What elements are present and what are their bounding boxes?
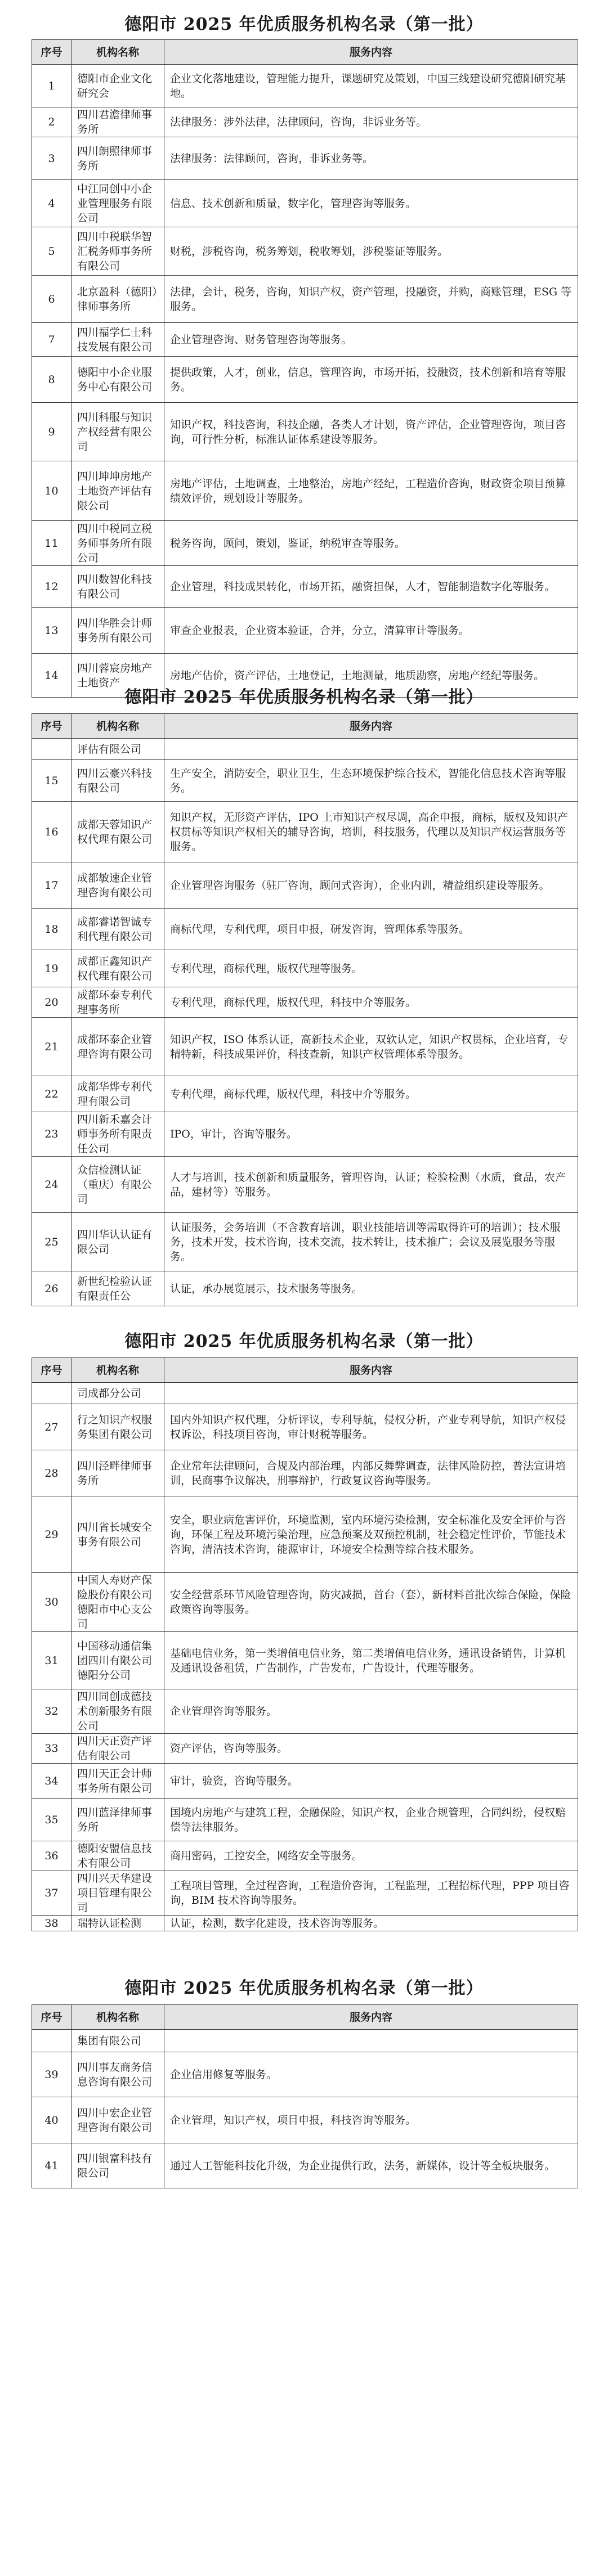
row-org-name: 四川事友商务信息咨询有限公司 xyxy=(71,2052,164,2097)
table-row xyxy=(32,739,578,760)
row-org-name: 四川兴天华建设项目管理有限公司 xyxy=(71,1871,164,1916)
table-row xyxy=(32,2052,578,2097)
table-row xyxy=(32,1841,578,1871)
table-row xyxy=(32,1383,578,1404)
row-seq: 15 xyxy=(32,760,71,802)
table-row xyxy=(32,1157,578,1213)
row-seq: 39 xyxy=(32,2052,71,2097)
header-name: 机构名称 xyxy=(71,40,164,65)
row-org-name: 四川中宏企业管理咨询有限公司 xyxy=(71,2097,164,2143)
row-org-name: 成都天蓉知识产权代理有限公司 xyxy=(71,802,164,862)
row-seq: 29 xyxy=(32,1496,71,1573)
table-row xyxy=(32,276,578,323)
row-seq: 2 xyxy=(32,107,71,137)
row-service-content: 企业管理咨询等服务。 xyxy=(164,1689,578,1734)
row-org-name: 四川福学仁士科技发展有限公司 xyxy=(71,323,164,357)
row-org-name: 四川数智化科技有限公司 xyxy=(71,566,164,608)
header-content: 服务内容 xyxy=(164,714,578,739)
row-seq: 17 xyxy=(32,862,71,909)
row-service-content: 审计，验资，咨询等服务。 xyxy=(164,1764,578,1799)
row-seq: 25 xyxy=(32,1213,71,1271)
table-row xyxy=(32,2097,578,2143)
row-seq: 9 xyxy=(32,403,71,461)
row-org-name: 四川中税联华智汇税务师事务所有限公司 xyxy=(71,227,164,276)
table-row xyxy=(32,950,578,987)
row-service-content: 认证服务，会务培训（不含教育培训，职业技能培训等需取得许可的培训）；技术服务，技术开发，技术咨询，技术交流，技术转让，技术推广；会议及展览服务等服务。 xyxy=(164,1213,578,1271)
table-row xyxy=(32,1764,578,1799)
row-seq: 40 xyxy=(32,2097,71,2143)
row-seq: 28 xyxy=(32,1450,71,1496)
row-seq: 30 xyxy=(32,1573,71,1632)
row-org-name: 德阳安盟信息技术有限公司 xyxy=(71,1841,164,1871)
row-service-content: 国内外知识产权代理，分析评议，专利导航，侵权分析，产业专利导航，知识产权侵权诉讼，科技项目咨询，审计财税等服务。 xyxy=(164,1404,578,1450)
table-row xyxy=(32,1734,578,1764)
row-seq xyxy=(32,739,71,760)
row-service-content: 房地产估价，资产评估，土地登记，土地测量，地质勘察，房地产经纪等服务。 xyxy=(164,654,578,698)
row-seq: 4 xyxy=(32,180,71,227)
row-seq: 19 xyxy=(32,950,71,987)
row-service-content: 企业管理，科技成果转化，市场开拓，融资担保，人才，智能制造数字化等服务。 xyxy=(164,566,578,608)
table-row xyxy=(32,1871,578,1916)
table-header-row xyxy=(32,1358,578,1383)
row-seq: 3 xyxy=(32,137,71,180)
row-service-content: 知识产权，科技咨询，科技企融，各类人才计划，资产评估，企业管理咨询，项目咨询，可行性分析，标准认证体系建设等服务。 xyxy=(164,403,578,461)
row-org-name: 四川蓝泽律师事务所 xyxy=(71,1799,164,1841)
table-header-row xyxy=(32,714,578,739)
page-3 xyxy=(0,1314,608,1961)
row-seq: 23 xyxy=(32,1112,71,1157)
row-service-content: 国境内房地产与建筑工程，金融保险，知识产权，企业合规管理，合同纠纷，侵权赔偿等法律服务。 xyxy=(164,1799,578,1841)
table-row xyxy=(32,107,578,137)
row-seq: 13 xyxy=(32,608,71,654)
table-row xyxy=(32,1799,578,1841)
row-service-content xyxy=(164,739,578,760)
table-row xyxy=(32,1271,578,1306)
table-row xyxy=(32,1112,578,1157)
table-row xyxy=(32,1018,578,1076)
row-seq xyxy=(32,2030,71,2052)
row-seq: 33 xyxy=(32,1734,71,1764)
row-seq: 35 xyxy=(32,1799,71,1841)
table-row xyxy=(32,65,578,107)
header-name: 机构名称 xyxy=(71,1358,164,1383)
row-seq: 34 xyxy=(32,1764,71,1799)
row-service-content: 审查企业报表，企业资本验证，合并，分立，清算审计等服务。 xyxy=(164,608,578,654)
table-row xyxy=(32,1450,578,1496)
row-service-content: 提供政策，人才，创业，信息，管理咨询，市场开拓，投融资，技术创新和培育等服务。 xyxy=(164,357,578,403)
row-org-name: 四川天正资产评估有限公司 xyxy=(71,1734,164,1764)
row-service-content: 人才与培训，技术创新和质量服务，管理咨询，认证；检验检测（水质，食品，农产品，建材等）等服务。 xyxy=(164,1157,578,1213)
table-row xyxy=(32,1076,578,1112)
header-seq: 序号 xyxy=(32,40,71,65)
row-org-name: 成都环泰企业管理咨询有限公司 xyxy=(71,1018,164,1076)
row-seq: 10 xyxy=(32,461,71,521)
row-seq: 38 xyxy=(32,1916,71,1931)
row-org-name: 四川君澹律师事务所 xyxy=(71,107,164,137)
row-org-name: 行之知识产权服务集团有限公司 xyxy=(71,1404,164,1450)
row-seq: 41 xyxy=(32,2143,71,2188)
row-service-content: 法律服务：涉外法律，法律顾问，咨询，非诉业务等。 xyxy=(164,107,578,137)
row-org-name: 成都华烨专利代理有限公司 xyxy=(71,1076,164,1112)
row-service-content: 生产安全，消防安全，职业卫生，生态环境保护综合技术，智能化信息技术咨询等服务。 xyxy=(164,760,578,802)
row-service-content: 认证，检测，数字化建设，技术咨询等服务。 xyxy=(164,1916,578,1931)
row-service-content: 企业文化落地建设，管理能力提升，课题研究及策划，中国三线建设研究德阳研究基地。 xyxy=(164,65,578,107)
row-org-name: 北京盈科（德阳）律师事务所 xyxy=(71,276,164,323)
roster-table xyxy=(32,1357,578,1931)
row-org-name: 四川同创成德技术创新服务有限公司 xyxy=(71,1689,164,1734)
table-row xyxy=(32,1213,578,1271)
row-org-name: 四川蓉宸房地产土地资产 xyxy=(71,654,164,698)
row-org-name: 中江同创中小企业管理服务有限公司 xyxy=(71,180,164,227)
table-row xyxy=(32,227,578,276)
row-service-content xyxy=(164,1383,578,1404)
row-service-content: 安全经营系环节风险管理咨询，防灾减损，首台（套），新材料首批次综合保险，保险政策咨询等服务。 xyxy=(164,1573,578,1632)
header-content: 服务内容 xyxy=(164,2005,578,2030)
header-seq: 序号 xyxy=(32,714,71,739)
row-seq: 32 xyxy=(32,1689,71,1734)
table-row xyxy=(32,461,578,521)
table-row xyxy=(32,862,578,909)
table-row xyxy=(32,180,578,227)
row-seq: 1 xyxy=(32,65,71,107)
page-1 xyxy=(0,0,608,689)
row-service-content: 信息、技术创新和质量，数字化，管理咨询等服务。 xyxy=(164,180,578,227)
row-seq: 11 xyxy=(32,521,71,566)
row-org-name: 四川新禾嘉会计师事务所有限责任公司 xyxy=(71,1112,164,1157)
row-seq: 27 xyxy=(32,1404,71,1450)
row-service-content: 基础电信业务，第一类增值电信业务，第二类增值电信业务，通讯设备销售，计算机及通讯设备租赁，广告制作，广告发布，广告设计，代理等服务。 xyxy=(164,1632,578,1689)
table-row xyxy=(32,357,578,403)
row-org-name: 四川云豪兴科技有限公司 xyxy=(71,760,164,802)
row-service-content xyxy=(164,2030,578,2052)
header-name: 机构名称 xyxy=(71,714,164,739)
row-org-name: 成都睿诺智诚专利代理有限公司 xyxy=(71,909,164,950)
row-service-content: 商标代理，专利代理，项目申报，研发咨询，管理体系等服务。 xyxy=(164,909,578,950)
row-service-content: IPO，审计，咨询等服务。 xyxy=(164,1112,578,1157)
row-org-name: 中国人寿财产保险股份有限公司德阳市中心支公司 xyxy=(71,1573,164,1632)
table-row xyxy=(32,1689,578,1734)
page-title: 德阳市 2025 年优质服务机构名录（第一批） xyxy=(124,1979,484,1998)
table-row xyxy=(32,1404,578,1450)
row-seq: 21 xyxy=(32,1018,71,1076)
row-org-name: 中国移动通信集团四川有限公司德阳分公司 xyxy=(71,1632,164,1689)
row-org-name: 四川天正会计师事务所有限公司 xyxy=(71,1764,164,1799)
row-service-content: 财税，涉税咨询，税务筹划，税收筹划，涉税鉴证等服务。 xyxy=(164,227,578,276)
table-row xyxy=(32,403,578,461)
table-row xyxy=(32,909,578,950)
row-org-name: 评估有限公司 xyxy=(71,739,164,760)
row-service-content: 法律，会计，税务，咨询，知识产权，资产管理，投融资，并购，商账管理，ESG 等服务。 xyxy=(164,276,578,323)
row-seq: 31 xyxy=(32,1632,71,1689)
header-content: 服务内容 xyxy=(164,40,578,65)
header-content: 服务内容 xyxy=(164,1358,578,1383)
row-org-name: 德阳市企业文化研究会 xyxy=(71,65,164,107)
row-service-content: 企业管理，知识产权，项目申报，科技咨询等服务。 xyxy=(164,2097,578,2143)
row-org-name: 四川华认认证有限公司 xyxy=(71,1213,164,1271)
table-header-row xyxy=(32,2005,578,2030)
row-service-content: 通过人工智能科技化升级，为企业提供行政，法务，新媒体，设计等全板块服务。 xyxy=(164,2143,578,2188)
row-seq: 24 xyxy=(32,1157,71,1213)
table-row xyxy=(32,323,578,357)
row-seq: 26 xyxy=(32,1271,71,1306)
row-org-name: 四川华胜会计师事务所有限公司 xyxy=(71,608,164,654)
row-service-content: 知识产权，无形资产评估，IPO 上市知识产权尽调，高企申报，商标，版权及知识产权贯标等知识产权相关的辅导咨询，培训，科技服务，代理以及知识产权运营服务等服务。 xyxy=(164,802,578,862)
header-seq: 序号 xyxy=(32,1358,71,1383)
row-org-name: 四川泾畔律师事务所 xyxy=(71,1450,164,1496)
row-service-content: 知识产权，ISO 体系认证，高新技术企业，双软认定，知识产权贯标，企业培育，专精特新，科技成果评价，科技查新，知识产权管理体系等服务。 xyxy=(164,1018,578,1076)
table-row xyxy=(32,2143,578,2188)
row-org-name: 四川省长城安全事务有限公司 xyxy=(71,1496,164,1573)
table-header-row xyxy=(32,40,578,65)
row-seq: 36 xyxy=(32,1841,71,1871)
row-seq: 37 xyxy=(32,1871,71,1916)
table-row xyxy=(32,566,578,608)
roster-table xyxy=(32,2004,578,2188)
row-seq: 14 xyxy=(32,654,71,698)
row-service-content: 认证，承办展览展示，技术服务等服务。 xyxy=(164,1271,578,1306)
roster-table xyxy=(32,713,578,1306)
row-org-name: 成都正鑫知识产权代理有限公司 xyxy=(71,950,164,987)
table-row xyxy=(32,1496,578,1573)
roster-table xyxy=(32,39,578,698)
row-org-name: 四川银富科技有限公司 xyxy=(71,2143,164,2188)
page-title: 德阳市 2025 年优质服务机构名录（第一批） xyxy=(124,15,484,34)
row-seq: 16 xyxy=(32,802,71,862)
row-service-content: 资产评估，咨询等服务。 xyxy=(164,1734,578,1764)
row-seq: 7 xyxy=(32,323,71,357)
row-org-name: 成都环泰专利代理事务所 xyxy=(71,987,164,1018)
table-row xyxy=(32,987,578,1018)
row-service-content: 企业常年法律顾问，合规及内部治理，内部反舞弊调查，法律风险防控，普法宣讲培训，民商事争议解决，刑事辩护，行政复议咨询等服务。 xyxy=(164,1450,578,1496)
table-row xyxy=(32,1916,578,1931)
table-row xyxy=(32,1573,578,1632)
table-row xyxy=(32,1632,578,1689)
row-org-name: 集团有限公司 xyxy=(71,2030,164,2052)
row-service-content: 税务咨询，顾问，策划，鉴证，纳税审查等服务。 xyxy=(164,521,578,566)
table-row xyxy=(32,2030,578,2052)
row-seq: 20 xyxy=(32,987,71,1018)
row-service-content: 专利代理，商标代理，版权代理，科技中介等服务。 xyxy=(164,1076,578,1112)
table-row xyxy=(32,802,578,862)
row-org-name: 四川坤坤房地产土地资产评估有限公司 xyxy=(71,461,164,521)
row-service-content: 企业信用修复等服务。 xyxy=(164,2052,578,2097)
row-org-name: 新世纪检验认证有限责任公 xyxy=(71,1271,164,1306)
row-org-name: 四川科服与知识产权经营有限公司 xyxy=(71,403,164,461)
page-title: 德阳市 2025 年优质服务机构名录（第一批） xyxy=(124,687,484,707)
row-seq: 8 xyxy=(32,357,71,403)
row-service-content: 专利代理，商标代理，版权代理，科技中介等服务。 xyxy=(164,987,578,1018)
row-org-name: 四川朗照律师事务所 xyxy=(71,137,164,180)
row-seq: 5 xyxy=(32,227,71,276)
row-seq: 12 xyxy=(32,566,71,608)
row-seq xyxy=(32,1383,71,1404)
page-title: 德阳市 2025 年优质服务机构名录（第一批） xyxy=(124,1332,484,1351)
row-seq: 18 xyxy=(32,909,71,950)
page-4 xyxy=(0,1961,608,2576)
row-org-name: 成都敏速企业管理咨询有限公司 xyxy=(71,862,164,909)
row-seq: 6 xyxy=(32,276,71,323)
table-row xyxy=(32,760,578,802)
row-org-name: 司成都分公司 xyxy=(71,1383,164,1404)
page-2 xyxy=(0,669,608,1314)
row-org-name: 四川中税同立税务师事务所有限公司 xyxy=(71,521,164,566)
table-row xyxy=(32,137,578,180)
row-service-content: 企业管理咨询、财务管理咨询等服务。 xyxy=(164,323,578,357)
row-service-content: 工程项目管理，全过程咨询，工程造价咨询，工程监理，工程招标代理，PPP 项目咨询，BIM 技术咨询等服务。 xyxy=(164,1871,578,1916)
table-row xyxy=(32,608,578,654)
row-org-name: 瑞特认证检测 xyxy=(71,1916,164,1931)
header-seq: 序号 xyxy=(32,2005,71,2030)
row-org-name: 众信检测认证（重庆）有限公司 xyxy=(71,1157,164,1213)
row-service-content: 安全，职业病危害评价，环境监测，室内环境污染检测，安全标准化及安全评价与咨询，环保工程及环境污染治理，应急预案及双预控机制，社会稳定性评价，节能技术咨询，清洁技术咨询，能源审计，环境安全检测等综合技术服务。 xyxy=(164,1496,578,1573)
row-service-content: 商用密码，工控安全，网络安全等服务。 xyxy=(164,1841,578,1871)
header-name: 机构名称 xyxy=(71,2005,164,2030)
row-service-content: 房地产评估，土地调查，土地整治，房地产经纪，工程造价咨询，财政资金项目预算绩效评价，规划设计等服务。 xyxy=(164,461,578,521)
row-seq: 22 xyxy=(32,1076,71,1112)
row-service-content: 企业管理咨询服务（驻厂咨询，顾问式咨询），企业内训，精益组织建设等服务。 xyxy=(164,862,578,909)
row-service-content: 法律服务：法律顾问，咨询，非诉业务等。 xyxy=(164,137,578,180)
row-org-name: 德阳中小企业服务中心有限公司 xyxy=(71,357,164,403)
row-service-content: 专利代理，商标代理，版权代理等服务。 xyxy=(164,950,578,987)
table-row xyxy=(32,521,578,566)
